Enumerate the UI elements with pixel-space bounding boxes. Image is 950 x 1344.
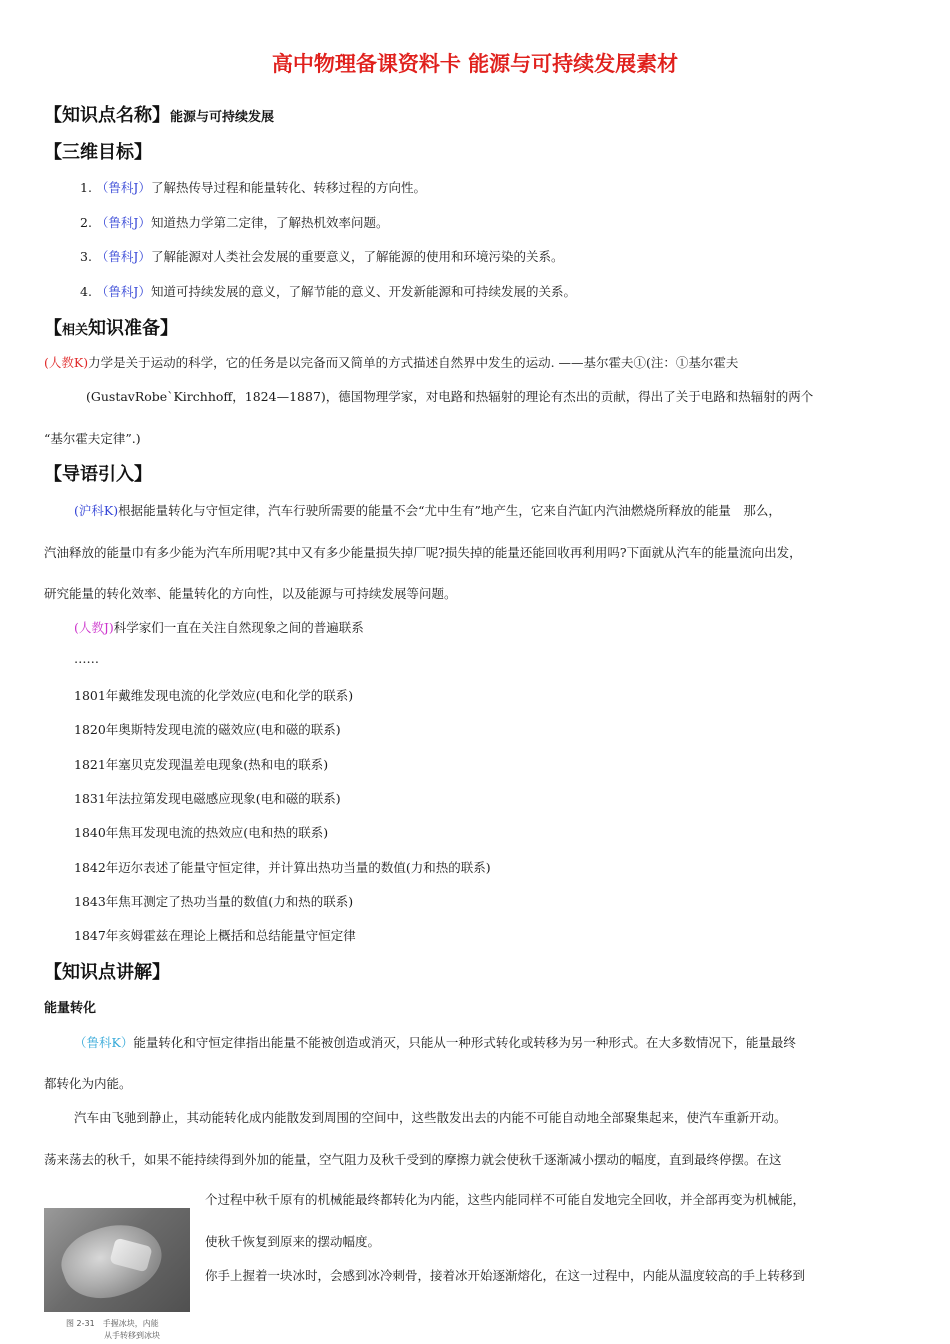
prep-line-1 [44,353,738,371]
timeline-item: 1831年法拉第发现电磁感应现象(电和磁的联系) [74,791,341,806]
goal-item-2 [80,213,388,231]
knowledge-name-label: 【知识点名称】 [44,105,170,126]
explain-p1-line-2: 都转化为内能。 [44,1076,132,1091]
page-title: 高中物理备课资料卡 能源与可持续发展素材 [271,52,679,76]
prep-text-1: 力学是关于运动的科学，它的任务是以完备而又简单的方式描述自然界中发生的运动. ——基尔霍夫①(注：①基尔霍夫 [88,355,739,370]
explain-p2-line-2: 荡来荡去的秋千，如果不能持续得到外加的能量，空气阻力及秋千受到的摩擦力就会使秋千逐渐减小摆动的幅度，直到最终停摆。在这 [44,1152,782,1167]
figure-caption-line-2: 从手转移到冰块 [104,1331,160,1340]
intro-p2-line [74,618,364,636]
intro-p1-line-2: 汽油释放的能量巾有多少能为汽车所用呢?其中又有多少能量损失掉厂呢?损失掉的能量还能回收再利用吗?下面就从汽车的能量流向出发， [44,545,802,560]
goal-source-tag: （鲁科J） [95,249,151,264]
hand-holding-ice-photo [44,1208,190,1312]
knowledge-name-value: 能源与可持续发展 [170,110,275,125]
goal-source-tag: （鲁科J） [95,215,151,230]
goal-number: 4. [80,284,92,299]
goal-text: 了解热传导过程和能量转化、转移过程的方向性。 [150,180,426,195]
explain-p1-line-1 [74,1033,796,1051]
prep-source-tag: (人教K) [44,355,89,370]
knowledge-name-heading [44,101,274,127]
goal-text: 知道可持续发展的意义，了解节能的意义、开发新能源和可持续发展的关系。 [150,284,576,299]
explain-source-tag: （鲁科K） [74,1035,134,1050]
goal-source-tag: （鲁科J） [95,180,151,195]
timeline-item: 1842年迈尔表述了能量守恒定律，并计算出热功当量的数值(力和热的联系) [74,860,491,875]
explain-p2-line-3: 个过程中秋千原有的机械能最终都转化为内能，这些内能同样不可能自发地完全回收，并全部再变为机械能， [205,1192,806,1207]
intro-heading: 【导语引入】 [44,464,152,485]
goal-text: 了解能源对人类社会发展的重要意义，了解能源的使用和环境污染的关系。 [150,249,564,264]
goal-item-1 [80,178,426,196]
explain-p2-line-1: 汽车由飞驰到静止，其动能转化成内能散发到周围的空间中，这些散发出去的内能不可能自动地全部聚集起来，使汽车重新开动。 [74,1110,787,1125]
prep-line-3: “基尔霍夫定律”.) [44,431,141,446]
goals-heading: 【三维目标】 [44,142,152,163]
explain-p2-line-4: 使秋千恢复到原来的摆动幅度。 [205,1234,381,1249]
timeline-item: 1840年焦耳发现电流的热效应(电和热的联系) [74,825,329,840]
goal-source-tag: （鲁科J） [95,284,151,299]
goal-item-4 [80,282,576,300]
explain-p1-text-1: 能量转化和守恒定律指出能量不能被创造或消灭，只能从一种形式转化或转移为另一种形式。在大多数情况下，能量最终 [133,1035,796,1050]
timeline-item: 1847年亥姆霍兹在理论上概括和总结能量守恒定律 [74,928,356,943]
explain-p3-line-1: 你手上握着一块冰时，会感到冰冷刺骨，接着冰开始逐渐熔化，在这一过程中，内能从温度较高的手上转移到 [205,1268,806,1283]
explain-heading: 【知识点讲解】 [44,962,170,983]
intro-p1-line-3: 研究能量的转化效率、能量转化的方向性，以及能源与可持续发展等问题。 [44,586,457,601]
prep-heading-rest: 知识准备】 [88,318,179,339]
prep-heading-open: 【 [44,318,62,339]
intro-source-tag-2: (人教J) [74,620,114,635]
prep-heading-small: 相关 [62,323,89,338]
explain-subheading: 能量转化 [44,1001,97,1016]
prep-line-2: (GustavRobe`Kirchhoff，1824—1887)，德国物理学家，对电路和热辐射的理论有杰出的贡献，得出了关于电路和热辐射的两个 [86,389,814,404]
timeline-item: 1843年焦耳测定了热功当量的数值(力和热的联系) [74,894,354,909]
intro-source-tag: (沪科K) [74,503,119,518]
goal-item-3 [80,247,563,265]
goal-text: 知道热力学第二定律，了解热机效率问题。 [150,215,389,230]
figure-caption-line-1: 图 2-31 手握冰块，内能 [66,1319,159,1328]
intro-p1-text-1: 根据能量转化与守恒定律，汽车行驶所需要的能量不会“尤中生有”地产生，它来自汽缸内汽油燃烧所释放的能量 那么， [118,503,781,518]
intro-p2-text: 科学家们一直在关注自然现象之间的普遍联系 [113,620,364,635]
timeline-item: 1821年塞贝克发现温差电现象(热和电的联系) [74,757,329,772]
goal-number: 3. [80,249,92,264]
prep-heading [44,314,178,340]
timeline-item: 1801年戴维发现电流的化学效应(电和化学的联系) [74,688,354,703]
intro-p1-line-1 [74,501,781,519]
goal-number: 2. [80,215,92,230]
goal-number: 1. [80,180,92,195]
intro-ellipsis: …… [74,651,99,666]
timeline-item: 1820年奥斯特发现电流的磁效应(电和磁的联系) [74,722,341,737]
